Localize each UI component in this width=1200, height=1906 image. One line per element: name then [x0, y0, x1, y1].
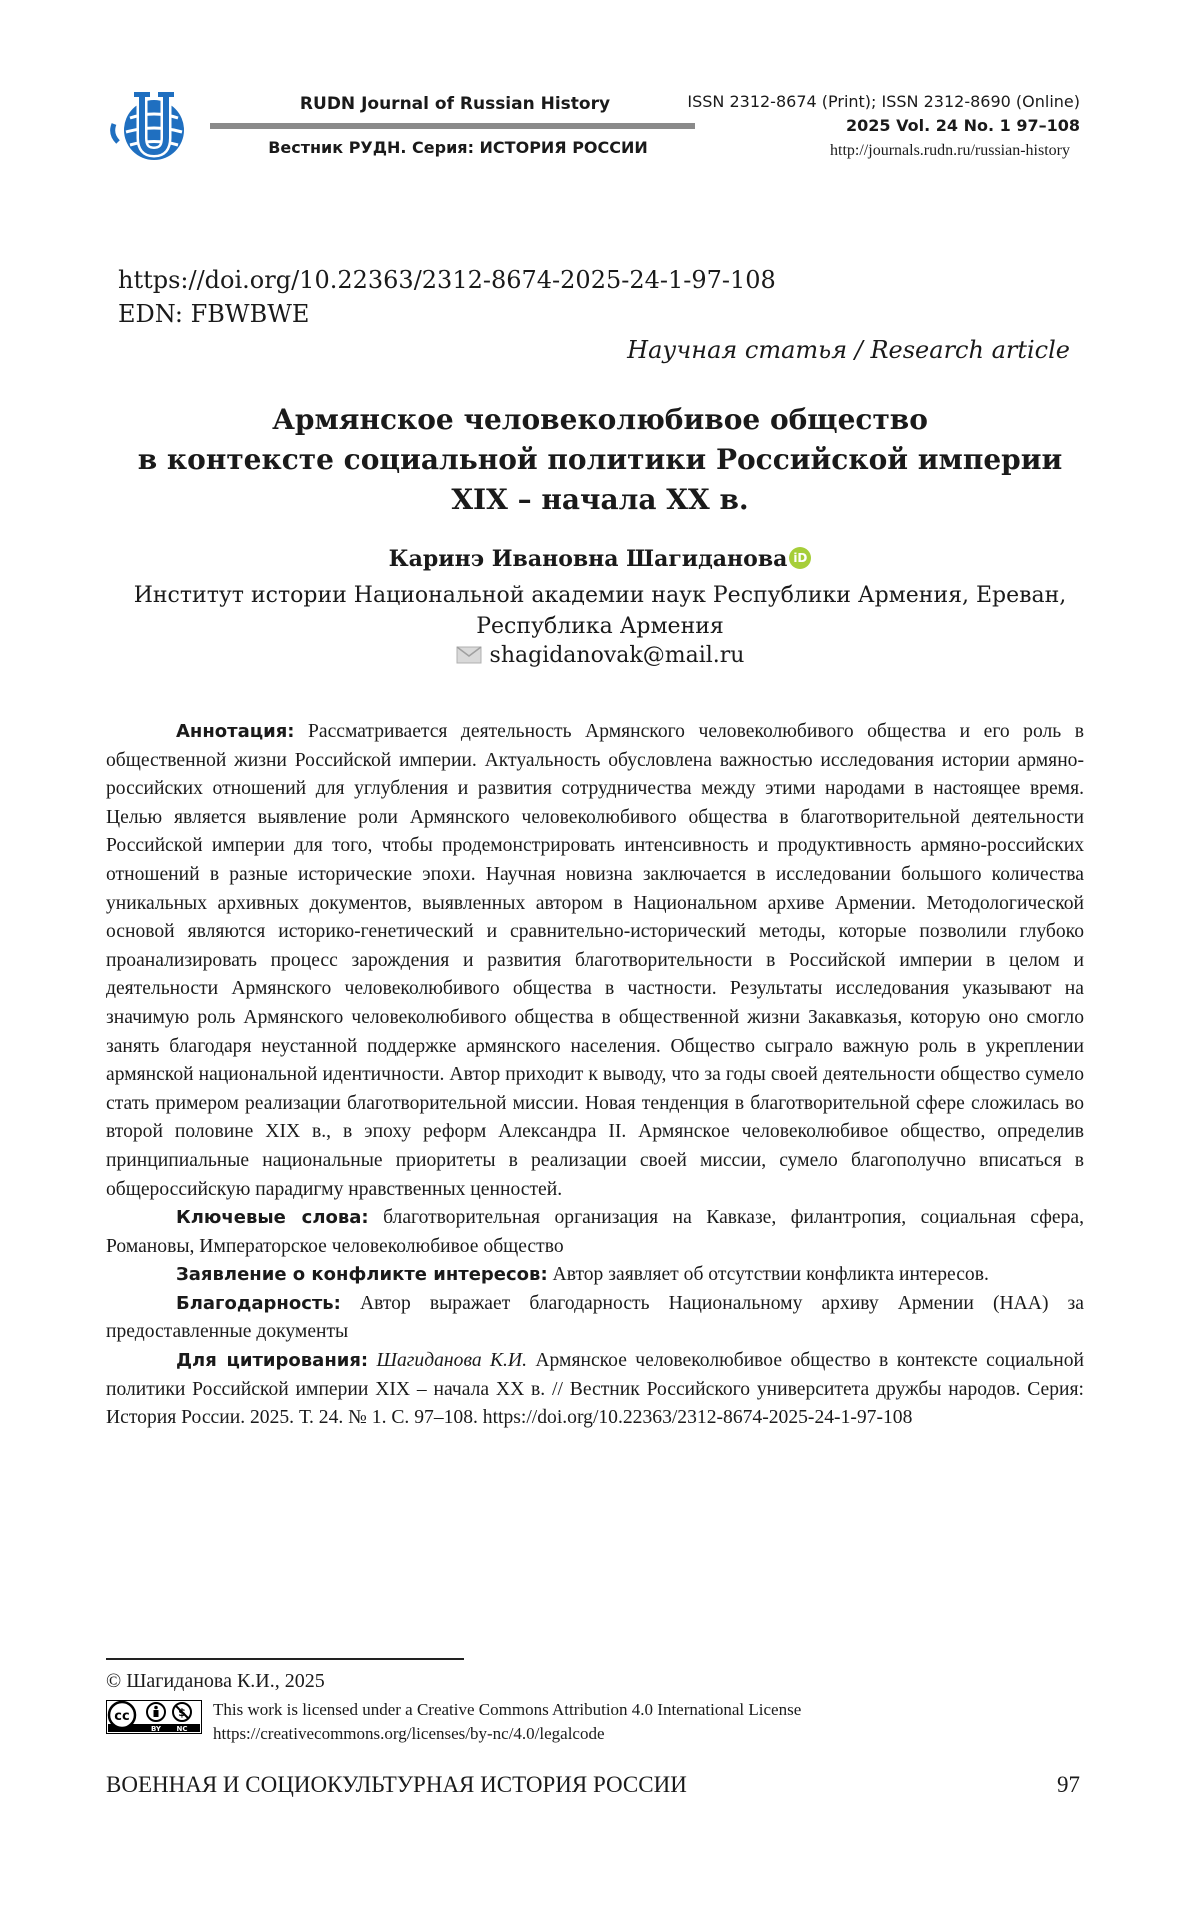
keywords-paragraph: [106, 1204, 1084, 1261]
thanks-paragraph: [106, 1290, 1084, 1347]
cc-by-nc-license-badge[interactable]: [106, 1700, 202, 1734]
doi-link[interactable]: https://doi.org/10.22363/2312-8674-2025-24-1-97-108: [118, 266, 776, 294]
abstract-text: Рассматривается деятельность Армянского человеколюбивого общества и его роль в общественной жизни Российской империи. Актуальность обусловлена важностью исследования истории армяно-российских отношений для углубления и развития сотрудничества между этими народами в настоящее время. Целью является выявление роли Армянского человеколюбивого общества в благотворительной деятельности Российской империи для того, чтобы продемонстрировать интенсивность и продуктивность армяно-российских отношений в разные исторические эпохи. Научная новизна заключается в исследовании большого количества уникальных архивных документов, выявленных автором в Национальном архиве Армении. Методологической основой являются историко-генетический и сравнительно-исторический методы, которые позволили глубоко проанализировать процесс зарождения и развития благотворительности в Российской империи в целом и деятельности Армянского человеколюбивого общества в частности. Результаты исследования указывают на значимую роль Армянского человеколюбивого общества в общественной жизни Закавказья, которую оно смогло занять благодаря неустанной поддержке армянского населения. Общество сыграло важную роль в укреплении армянской национальной идентичности. Автор приходит к выводу, что за годы своей деятельности общество сумело стать примером реализации благотворительной миссии. Новая тенденция в благотворительной сфере сложилась во второй половине XIX в., в эпоху реформ Александра II. Армянское человеколюбивое общество, определив принципиальные национальные приоритеты в реализации своей миссии, сумело благополучно вписаться в общероссийскую парадигму нравственных ценностей.: [106, 721, 1084, 1200]
journal-name-en: RUDN Journal of Russian History: [290, 94, 620, 114]
email-row: [120, 643, 1080, 668]
footnote-rule: [106, 1658, 464, 1660]
conflict-text: Автор заявляет об отсутствии конфликта интересов.: [553, 1264, 989, 1285]
citation-author: Шагиданова К.И.: [377, 1350, 527, 1371]
citation-label: Для цитирования:: [176, 1350, 368, 1371]
keywords-text: благотворительная организация на Кавказе, филантропия, социальная сфера, Романовы, Императорское человеколюбивое общество: [106, 1207, 1084, 1257]
affiliation-line: Республика Армения: [120, 611, 1080, 642]
affiliation: [120, 580, 1080, 642]
conflict-paragraph: [106, 1261, 1084, 1290]
nc-label: NC: [177, 1725, 188, 1733]
affiliation-line: Институт истории Национальной академии наук Республики Армения, Ереван,: [120, 580, 1080, 611]
thanks-text: Автор выражает благодарность Национальному архиву Армении (НАА) за предоставленные документы: [106, 1293, 1084, 1343]
page-number: 97: [1030, 1772, 1080, 1798]
journal-url[interactable]: http://journals.rudn.ru/russian-history: [680, 142, 1070, 160]
abstract-paragraph: [106, 718, 1084, 1204]
title-line: XIX – начала XX в.: [120, 480, 1080, 520]
edn: EDN: FBWBWE: [118, 300, 309, 328]
license-url[interactable]: https://creativecommons.org/licenses/by-nc/4.0/legalcode: [213, 1724, 605, 1744]
conflict-label: Заявление о конфликте интересов:: [176, 1264, 548, 1285]
email-link[interactable]: shagidanovak@mail.ru: [490, 643, 745, 668]
article-title: [120, 400, 1080, 520]
by-label: BY: [151, 1725, 162, 1733]
author-name: Каринэ Ивановна Шагиданова: [389, 546, 788, 572]
citation-text: Армянское человеколюбивое общество в контексте социальной политики Российской империи XIX – начала XX в. // Вестник Российского университета дружбы народов. Серия: История России. 2025. Т. 24. № 1. С. 97–108. https://doi.org/10.22363/2312-8674-2025-24-1-97-108: [106, 1350, 1084, 1428]
issue-line: 2025 Vol. 24 No. 1 97–108: [680, 116, 1080, 135]
title-line: Армянское человеколюбивое общество: [120, 400, 1080, 440]
article-type: Научная статья / Research article: [560, 336, 1070, 364]
envelope-icon: [456, 646, 482, 664]
abstract-label: Аннотация:: [176, 721, 294, 742]
citation-paragraph: [106, 1347, 1084, 1433]
journal-name-ru: Вестник РУДН. Серия: ИСТОРИЯ РОССИИ: [258, 138, 658, 157]
title-line: в контексте социальной политики Российской империи: [120, 440, 1080, 480]
author-line: [120, 546, 1080, 572]
thanks-label: Благодарность:: [176, 1293, 341, 1314]
copyright: © Шагиданова К.И., 2025: [106, 1670, 325, 1693]
issn-line: ISSN 2312-8674 (Print); ISSN 2312-8690 (Online): [680, 92, 1080, 111]
license-text: This work is licensed under a Creative Commons Attribution 4.0 International License: [213, 1700, 801, 1720]
keywords-label: Ключевые слова:: [176, 1207, 369, 1228]
abstract-block: [106, 718, 1084, 1433]
cc-label: cc: [114, 1709, 129, 1724]
running-footer: ВОЕННАЯ И СОЦИОКУЛЬТУРНАЯ ИСТОРИЯ РОССИИ: [106, 1772, 687, 1798]
rudn-globe-logo-icon: [108, 88, 194, 166]
header-rule: [210, 123, 695, 129]
orcid-icon[interactable]: iD: [789, 547, 811, 569]
